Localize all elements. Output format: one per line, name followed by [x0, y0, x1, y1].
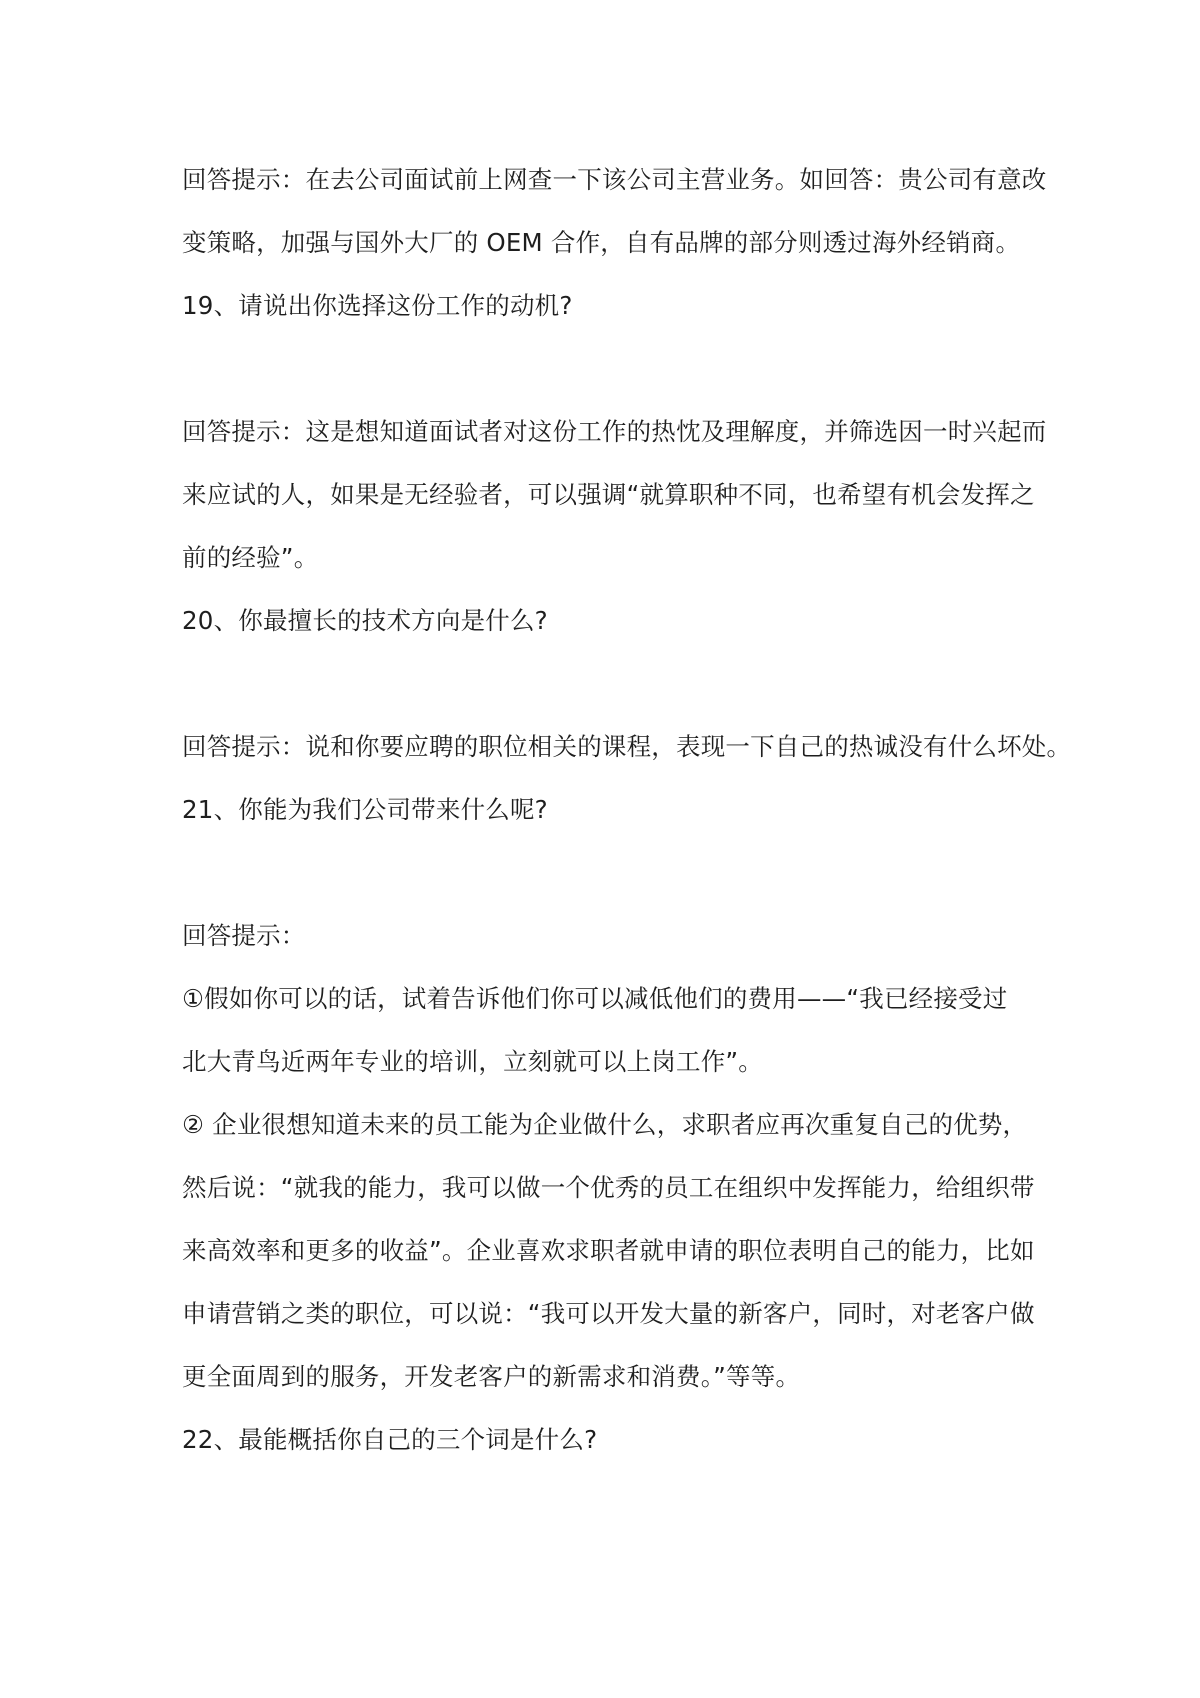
answer-hint-18-line-2: 变策略，加强与国外大厂的 OEM 合作，自有品牌的部分则透过海外经销商。: [182, 228, 1021, 257]
answer-hint-19-line-2: 来应试的人，如果是无经验者，可以强调“就算职种不同，也希望有机会发挥之: [182, 480, 1035, 509]
answer-hint-20: 回答提示：说和你要应聘的职位相关的课程，表现一下自己的热诚没有什么坏处。: [182, 732, 1072, 761]
answer-hint-21-point-1-line-2: 北大青鸟近两年专业的培训，立刻就可以上岗工作”。: [182, 1047, 763, 1076]
answer-hint-21-label: 回答提示：: [182, 921, 306, 950]
question-22: 22、最能概括你自己的三个词是什么?: [182, 1425, 598, 1454]
answer-hint-21-point-1-line-1: ①假如你可以的话，试着告诉他们你可以减低他们的费用——“我已经接受过: [182, 984, 1008, 1013]
question-19: 19、请说出你选择这份工作的动机?: [182, 291, 573, 320]
answer-hint-21-point-2-line-3: 来高效率和更多的收益”。企业喜欢求职者就申请的职位表明自己的能力，比如: [182, 1236, 1035, 1265]
answer-hint-21-point-2-line-5: 更全面周到的服务，开发老客户的新需求和消费。”等等。: [182, 1362, 801, 1391]
answer-hint-21-point-2-line-1: ② 企业很想知道未来的员工能为企业做什么，求职者应再次重复自己的优势，: [182, 1110, 1028, 1139]
answer-hint-18-line-1: 回答提示：在去公司面试前上网查一下该公司主营业务。如回答：贵公司有意改: [182, 165, 1047, 194]
answer-hint-19-line-1: 回答提示：这是想知道面试者对这份工作的热忱及理解度，并筛选因一时兴起而: [182, 417, 1047, 446]
question-21: 21、你能为我们公司带来什么呢?: [182, 795, 548, 824]
answer-hint-21-point-2-line-4: 申请营销之类的职位，可以说：“我可以开发大量的新客户，同时，对老客户做: [182, 1299, 1035, 1328]
question-20: 20、你最擅长的技术方向是什么?: [182, 606, 548, 635]
answer-hint-19-line-3: 前的经验”。: [182, 543, 319, 572]
answer-hint-21-point-2-line-2: 然后说：“就我的能力，我可以做一个优秀的员工在组织中发挥能力，给组织带: [182, 1173, 1035, 1202]
